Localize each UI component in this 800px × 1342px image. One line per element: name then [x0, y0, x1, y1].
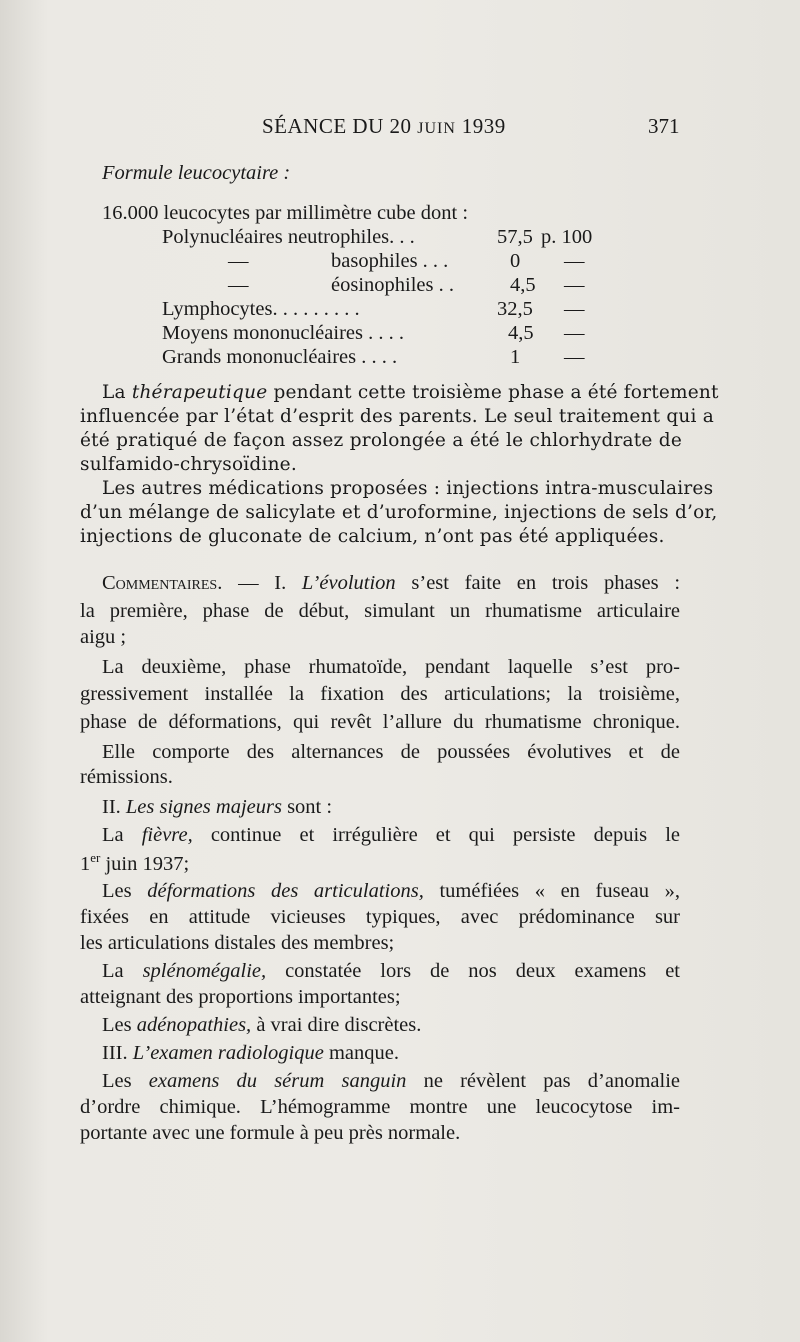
header-date: 20 — [389, 114, 412, 138]
formule-intro: 16.000 leucocytes par millimètre cube dont : — [102, 202, 469, 224]
formule-heading: Formule leucocytaire : — [102, 162, 291, 184]
header-session: SÉANCE DU — [262, 114, 384, 138]
header-year: 1939 — [461, 114, 506, 138]
book-page: SÉANCE DU 20 JUIN 1939 371 Formule leucocytaire : 16.000 leucocytes par millimètre cube dont : Polynucléaires neutrophiles. . . 57,5 p. 100 — basophiles . . . 0 — — éosinophiles . . 4,5 — Lymphocytes. . . . . . . . . 32,5 — Moyens mononucléaires . . . . 4,5 — Grands mononucléaires . . . . 1 — La thérapeutique pendant cette troisième phase a été fortement influencée par l’état d’esprit des parents. Le seul traitement qui a été pratiqué de façon assez prolongée a été le chlorhydrate de sulfamido-chrysoïdine. Les autres médications proposées : injections intra-musculaires d’un mélange de salicylate et d’uroformine, injections de sels d’or, injections de gluconate de calcium, n’ont pas été appliquées. Commentaires. — I. L’évolution s’est faite en trois phases : la première, phase de début, simulant un rhumatisme articulaire aigu ; La deuxième, phase rhumatoïde, pendant laquelle s’est pro- gressivement installée la fixation des articulations; la troisième, phase de déformations, qui revêt l’allure du rhumatisme chronique. Elle comporte des alternances de poussées évolutives et de rémissions. II. Les signes majeurs sont : La fièvre, continue et irrégulière et qui persiste depuis le 1er juin 1937; Les déformations des articulations, tuméfiées « en fuseau », fixées en attitude vicieuses typiques, avec prédominance sur les articulations distales des membres; La splénomégalie, constatée lors de nos deux examens et atteignant des proportions importantes; Les adénopathies, à vrai dire discrètes. III. L’examen radiologique manque. Les examens du sérum sanguin ne révèlent pas d’anomalie d’ordre chimique. L’hémogramme montre une leucocytose im- portante avec une formule à peu près normale. — [0, 0, 800, 1342]
commentaires-label: Commentaires. — [102, 572, 223, 594]
page-number: 371 — [648, 114, 680, 138]
header-title — [262, 114, 506, 139]
header-month: JUIN — [417, 120, 456, 137]
running-header — [0, 114, 800, 144]
